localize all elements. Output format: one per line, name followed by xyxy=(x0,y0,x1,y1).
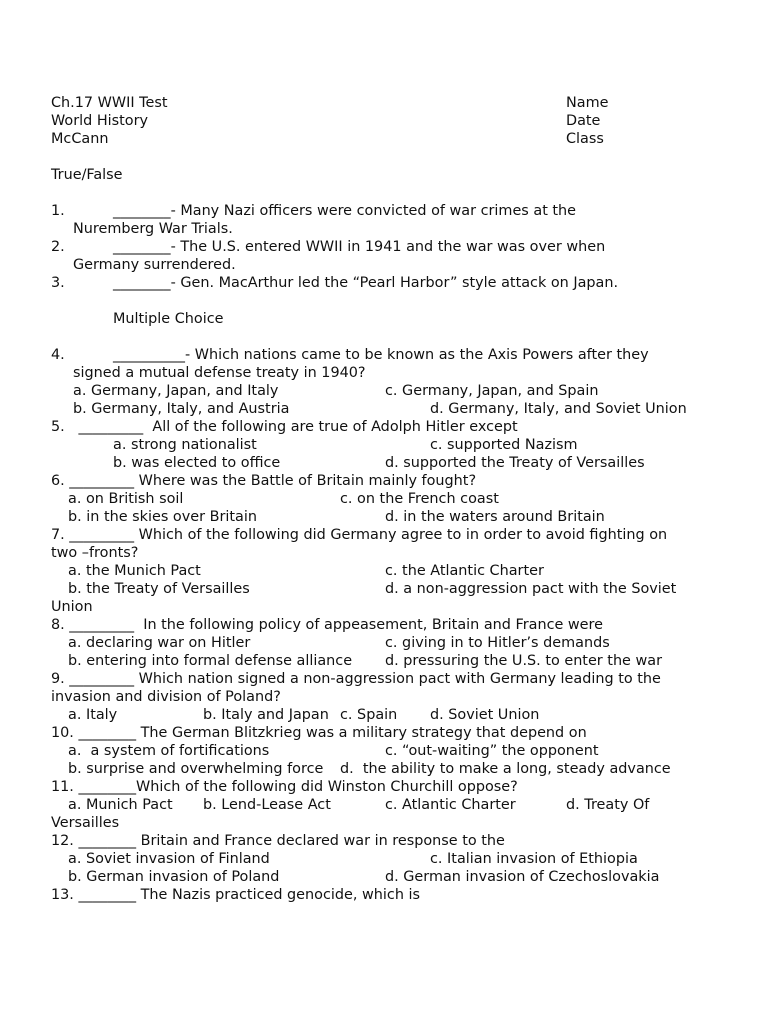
choice-b: b. Italy and Japan xyxy=(203,707,329,723)
question-prefix[interactable]: 10. ________ xyxy=(51,725,137,741)
choice-c: c. supported Nazism xyxy=(430,437,578,453)
choice-b: b. entering into formal defense alliance xyxy=(68,653,353,669)
choice-c: c. Germany, Japan, and Spain xyxy=(385,383,599,399)
choice-c: c. Italian invasion of Ethiopia xyxy=(430,851,638,867)
question-text: Britain and France declared war in response to the xyxy=(140,833,505,849)
choice-c: c. the Atlantic Charter xyxy=(385,563,544,579)
question-text-cont: Germany surrendered. xyxy=(73,257,236,273)
question-text-cont: Nuremberg War Trials. xyxy=(73,221,233,237)
question-line xyxy=(51,778,518,796)
question-line xyxy=(113,238,605,256)
tf3-number: 3. xyxy=(51,275,65,291)
q4-number: 4. xyxy=(51,347,65,363)
choice-b: b. the Treaty of Versailles xyxy=(68,581,250,597)
question-text-cont: invasion and division of Poland? xyxy=(51,689,281,705)
question-prefix[interactable]: 5. _________ xyxy=(51,419,144,435)
choice-d: d. Germany, Italy, and Soviet Union xyxy=(430,401,687,417)
question-line xyxy=(51,832,505,850)
question-text: All of the following are true of Adolph Hitler except xyxy=(152,419,518,435)
section-true-false: True/False xyxy=(51,167,123,183)
question-line xyxy=(51,526,667,544)
choice-a: a. a system of fortifications xyxy=(68,743,270,759)
choice-b: b. German invasion of Poland xyxy=(68,869,280,885)
choice-d: d. the ability to make a long, steady advance xyxy=(340,761,671,777)
question-prefix[interactable]: 7. _________ xyxy=(51,527,135,543)
tf1-number: 1. xyxy=(51,203,65,219)
question-prefix[interactable]: 11. ________ xyxy=(51,779,137,795)
choice-d: d. a non-aggression pact with the Soviet xyxy=(385,581,677,597)
choice-b: b. in the skies over Britain xyxy=(68,509,257,525)
question-text: Which of the following did Germany agree to in order to avoid fighting on xyxy=(138,527,668,543)
question-text: - Which nations came to be known as the Axis Powers after they xyxy=(184,347,649,363)
test-title: Ch.17 WWII Test xyxy=(51,95,168,111)
choice-d: d. Soviet Union xyxy=(430,707,540,723)
choice-a: a. Italy xyxy=(68,707,118,723)
question-line xyxy=(51,418,518,436)
question-text: Which of the following did Winston Churchill oppose? xyxy=(136,779,518,795)
question-text: - Gen. MacArthur led the “Pearl Harbor” style attack on Japan. xyxy=(170,275,619,291)
question-prefix[interactable]: 13. ________ xyxy=(51,887,137,903)
choice-d-cont: Versailles xyxy=(51,815,120,831)
question-line xyxy=(51,724,587,742)
name-label: Name xyxy=(566,95,609,111)
choice-c: c. giving in to Hitler’s demands xyxy=(385,635,610,651)
answer-blank[interactable]: __________ xyxy=(113,347,185,363)
question-prefix[interactable]: 9. _________ xyxy=(51,671,135,687)
question-line xyxy=(51,670,661,688)
choice-a: a. strong nationalist xyxy=(113,437,257,453)
section-multiple-choice: Multiple Choice xyxy=(113,311,224,327)
class-label: Class xyxy=(566,131,604,147)
choice-d: d. in the waters around Britain xyxy=(385,509,605,525)
question-text: The Nazis practiced genocide, which is xyxy=(140,887,421,903)
choice-b: b. surprise and overwhelming force xyxy=(68,761,324,777)
choice-d: d. German invasion of Czechoslovakia xyxy=(385,869,660,885)
question-text: In the following policy of appeasement, Britain and France were xyxy=(143,617,603,633)
question-prefix[interactable]: 6. _________ xyxy=(51,473,135,489)
choice-d: d. Treaty Of xyxy=(566,797,650,813)
choice-d: d. pressuring the U.S. to enter the war xyxy=(385,653,662,669)
question-text-cont: two –fronts? xyxy=(51,545,139,561)
teacher-name: McCann xyxy=(51,131,109,147)
question-line xyxy=(113,202,576,220)
answer-blank[interactable]: ________ xyxy=(113,203,171,219)
choice-a: a. the Munich Pact xyxy=(68,563,201,579)
answer-blank[interactable]: ________ xyxy=(113,275,171,291)
choice-d: d. supported the Treaty of Versailles xyxy=(385,455,645,471)
choice-c: c. on the French coast xyxy=(340,491,499,507)
choice-a: a. Soviet invasion of Finland xyxy=(68,851,270,867)
question-text: - The U.S. entered WWII in 1941 and the war was over when xyxy=(170,239,606,255)
question-line xyxy=(113,274,618,292)
question-text: The German Blitzkrieg was a military strategy that depend on xyxy=(140,725,587,741)
choice-a: a. Germany, Japan, and Italy xyxy=(73,383,279,399)
question-text: Which nation signed a non-aggression pact with Germany leading to the xyxy=(138,671,661,687)
question-text: - Many Nazi officers were convicted of war crimes at the xyxy=(170,203,577,219)
choice-b: b. Germany, Italy, and Austria xyxy=(73,401,290,417)
question-line xyxy=(51,472,476,490)
question-text: Where was the Battle of Britain mainly fought? xyxy=(138,473,477,489)
choice-b: b. Lend-Lease Act xyxy=(203,797,331,813)
question-prefix[interactable]: 8. _________ xyxy=(51,617,135,633)
choice-a: a. on British soil xyxy=(68,491,184,507)
choice-a: a. Munich Pact xyxy=(68,797,173,813)
question-line xyxy=(51,616,603,634)
question-prefix[interactable]: 12. ________ xyxy=(51,833,137,849)
question-text-cont: signed a mutual defense treaty in 1940? xyxy=(73,365,366,381)
choice-d-cont: Union xyxy=(51,599,93,615)
date-label: Date xyxy=(566,113,601,129)
question-line xyxy=(51,886,420,904)
choice-b: b. was elected to office xyxy=(113,455,281,471)
course-name: World History xyxy=(51,113,149,129)
choice-c: c. “out-waiting” the opponent xyxy=(385,743,599,759)
choice-a: a. declaring war on Hitler xyxy=(68,635,251,651)
question-line xyxy=(113,346,649,364)
answer-blank[interactable]: ________ xyxy=(113,239,171,255)
choice-c: c. Spain xyxy=(340,707,398,723)
choice-c: c. Atlantic Charter xyxy=(385,797,516,813)
tf2-number: 2. xyxy=(51,239,65,255)
